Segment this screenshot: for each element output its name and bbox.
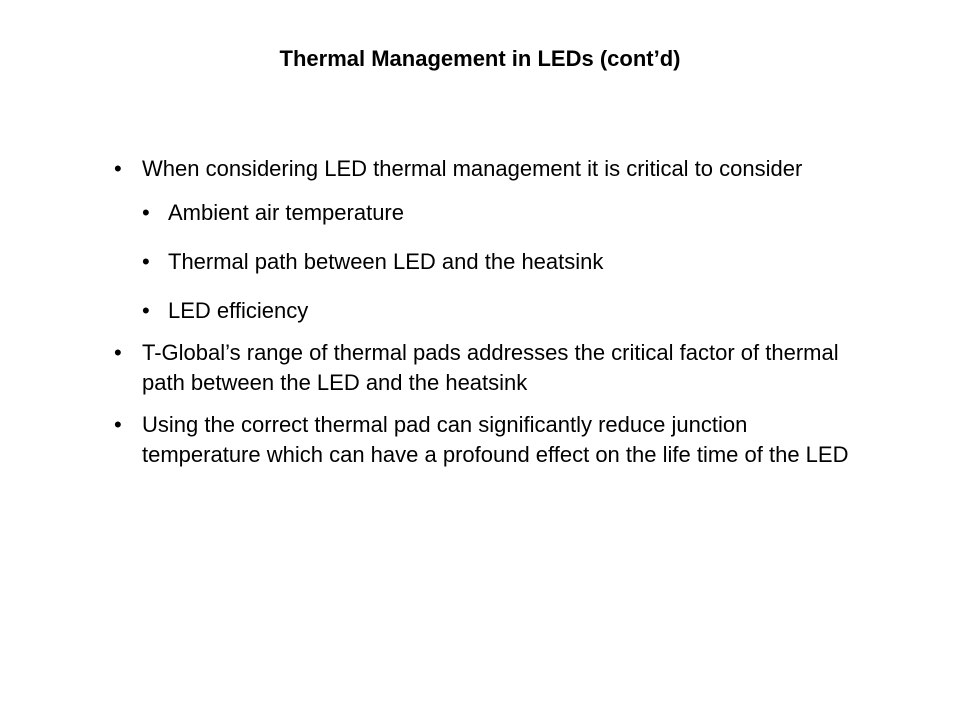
bullet-dot: • — [114, 156, 122, 181]
sub-bullet-item — [140, 247, 872, 277]
bullet-dot: • — [114, 412, 122, 437]
sub-bullet-item — [140, 296, 872, 326]
bullet-text: When considering LED thermal management it is critical to consider — [142, 156, 803, 181]
bullet-text: T-Global’s range of thermal pads addresses the critical factor of thermal path between the LED and the heatsink — [142, 340, 839, 395]
bullet-text: Ambient air temperature — [168, 200, 404, 225]
bullet-text: LED efficiency — [168, 298, 309, 323]
bullet-item — [112, 338, 872, 398]
bullet-dot: • — [114, 340, 122, 365]
bullet-item — [112, 410, 872, 470]
bullet-dot: • — [142, 249, 150, 274]
bullet-dot: • — [142, 298, 150, 323]
sub-bullet-item — [140, 198, 872, 228]
slide-title: Thermal Management in LEDs (cont’d) — [279, 46, 681, 71]
bullet-list — [112, 154, 872, 482]
bullet-dot: • — [142, 200, 150, 225]
bullet-item — [112, 154, 872, 184]
bullet-text: Using the correct thermal pad can significantly reduce junction temperature which can have a profound effect on the life time of the LED — [142, 412, 849, 467]
bullet-text: Thermal path between LED and the heatsink — [168, 249, 604, 274]
